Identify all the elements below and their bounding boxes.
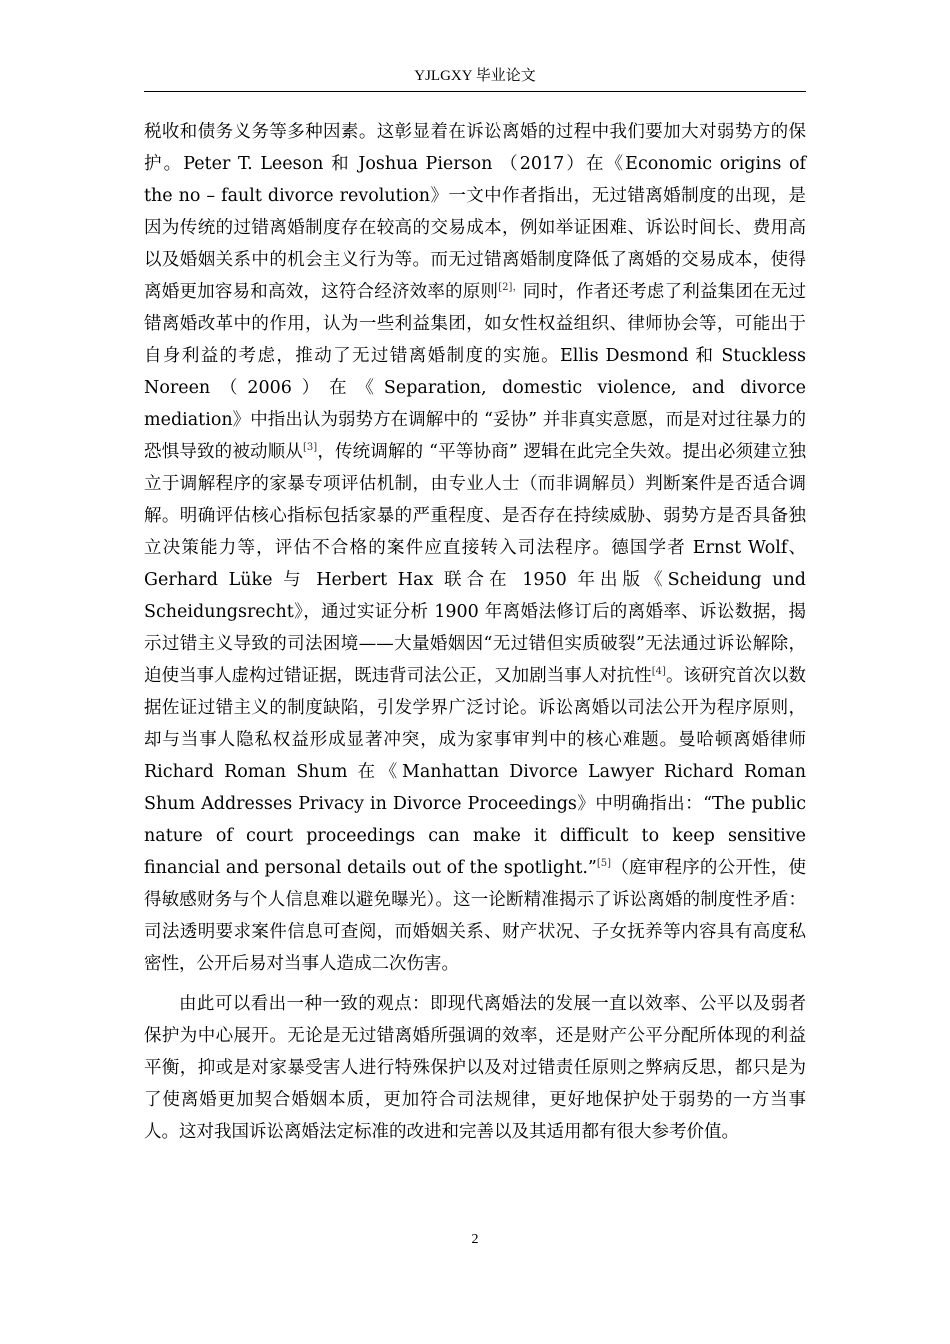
citation-ref-2: [2]， xyxy=(498,282,523,294)
paragraph-conclusion: 由此可以看出一种一致的观点：即现代离婚法的发展一直以效率、公平以及弱者保护为中心展开。无论是无过错离婚所强调的效率，还是财产公平分配所体现的利益平衡，抑或是对家暴受害人进行特殊保护以及对过错责任原则之弊病反思，都只是为了使离婚更加契合婚姻本质，更加符合司法规律，更好地保护处于弱势的一方当事人。这对我国诉讼离婚法定标准的改进和完善以及其适用都有很大参考价值。 xyxy=(144,994,806,1142)
running-header: YJLGXY 毕业论文 xyxy=(414,68,536,84)
paragraph-text-segment: ，传统调解的 “平等协商” 逻辑在此完全失效。提出必须建立独立于调解程序的家暴专项评估机制，由专业人士（而非调解员）判断案件是否适合调解。明确评估核心指标包括家暴的严重程度、是否存在持续威胁、弱势方是否具备独立决策能力等，评估不合格的案件应直接转入司法程序。德国学者 Ernst Wolf、Gerhard Lüke 与 Herbert Hax 联合在 1950 年出版《Scheidung und Scheidungsrecht》，通过实证分析 1900 年离婚法修订后的离婚率、诉讼数据，揭示过错主义导致的司法困境——大量婚姻因“无过错但实质破裂”无法通过诉讼解除，迫使当事人虚构过错证据，既违背司法公正，又加剧当事人对抗性 xyxy=(144,442,806,686)
body-text xyxy=(144,116,806,1148)
citation-ref-5: [5] xyxy=(596,858,612,870)
page-number: 2 xyxy=(471,1232,479,1247)
paragraph-text-segment: 。该研究首次以数据佐证过错主义的制度缺陷，引发学界广泛讨论。诉讼离婚以司法公开为程序原则，却与当事人隐私权益形成显著冲突，成为家事审判中的核心难题。曼哈顿离婚律师 Richard Roman Shum 在《Manhattan Divorce Lawyer Richard Roman Shum Addresses Privacy in Divorce Proceedings》中明确指出：“The public nature of court proceedings can make it difficult to keep sensitive financial and personal details out of the spotlight.” xyxy=(144,666,807,878)
paragraph-text-segment: （庭审程序的公开性，使得敏感财务与个人信息难以避免曝光）。这一论断精准揭示了诉讼离婚的制度性矛盾：司法透明要求案件信息可查阅，而婚姻关系、财产状况、子女抚养等内容具有高度私密性，公开后易对当事人造成二次伤害。 xyxy=(144,858,806,974)
citation-ref-3: [3] xyxy=(303,442,318,454)
paragraph-literature-review xyxy=(144,116,806,980)
header-divider xyxy=(144,91,806,92)
citation-ref-4: [4] xyxy=(651,666,666,678)
paragraph-text-segment: 同时，作者还考虑了利益集团在无过错离婚改革中的作用，认为一些利益集团，如女性权益组织、律师协会等，可能出于自身利益的考虑，推动了无过错离婚制度的实施。Ellis Desmond 和 Stuckless Noreen（2006）在《Separation, domestic violence, and divorce mediation》中指出认为弱势方在调解中的 “妥协” 并非真实意愿，而是对过往暴力的恐惧导致的被动顺从 xyxy=(144,282,807,462)
paragraph-text-segment: 税收和债务义务等多种因素。这彰显着在诉讼离婚的过程中我们要加大对弱势方的保护。Peter T. Leeson 和 Joshua Pierson （2017）在《Economic origins of the no – fault divorce revolution》一文中作者指出，无过错离婚制度的出现，是因为传统的过错离婚制度存在较高的交易成本，例如举证困难、诉讼时间长、费用高以及婚姻关系中的机会主义行为等。而无过错离婚制度降低了离婚的交易成本，使得离婚更加容易和高效，这符合经济效率的原则 xyxy=(144,122,806,302)
